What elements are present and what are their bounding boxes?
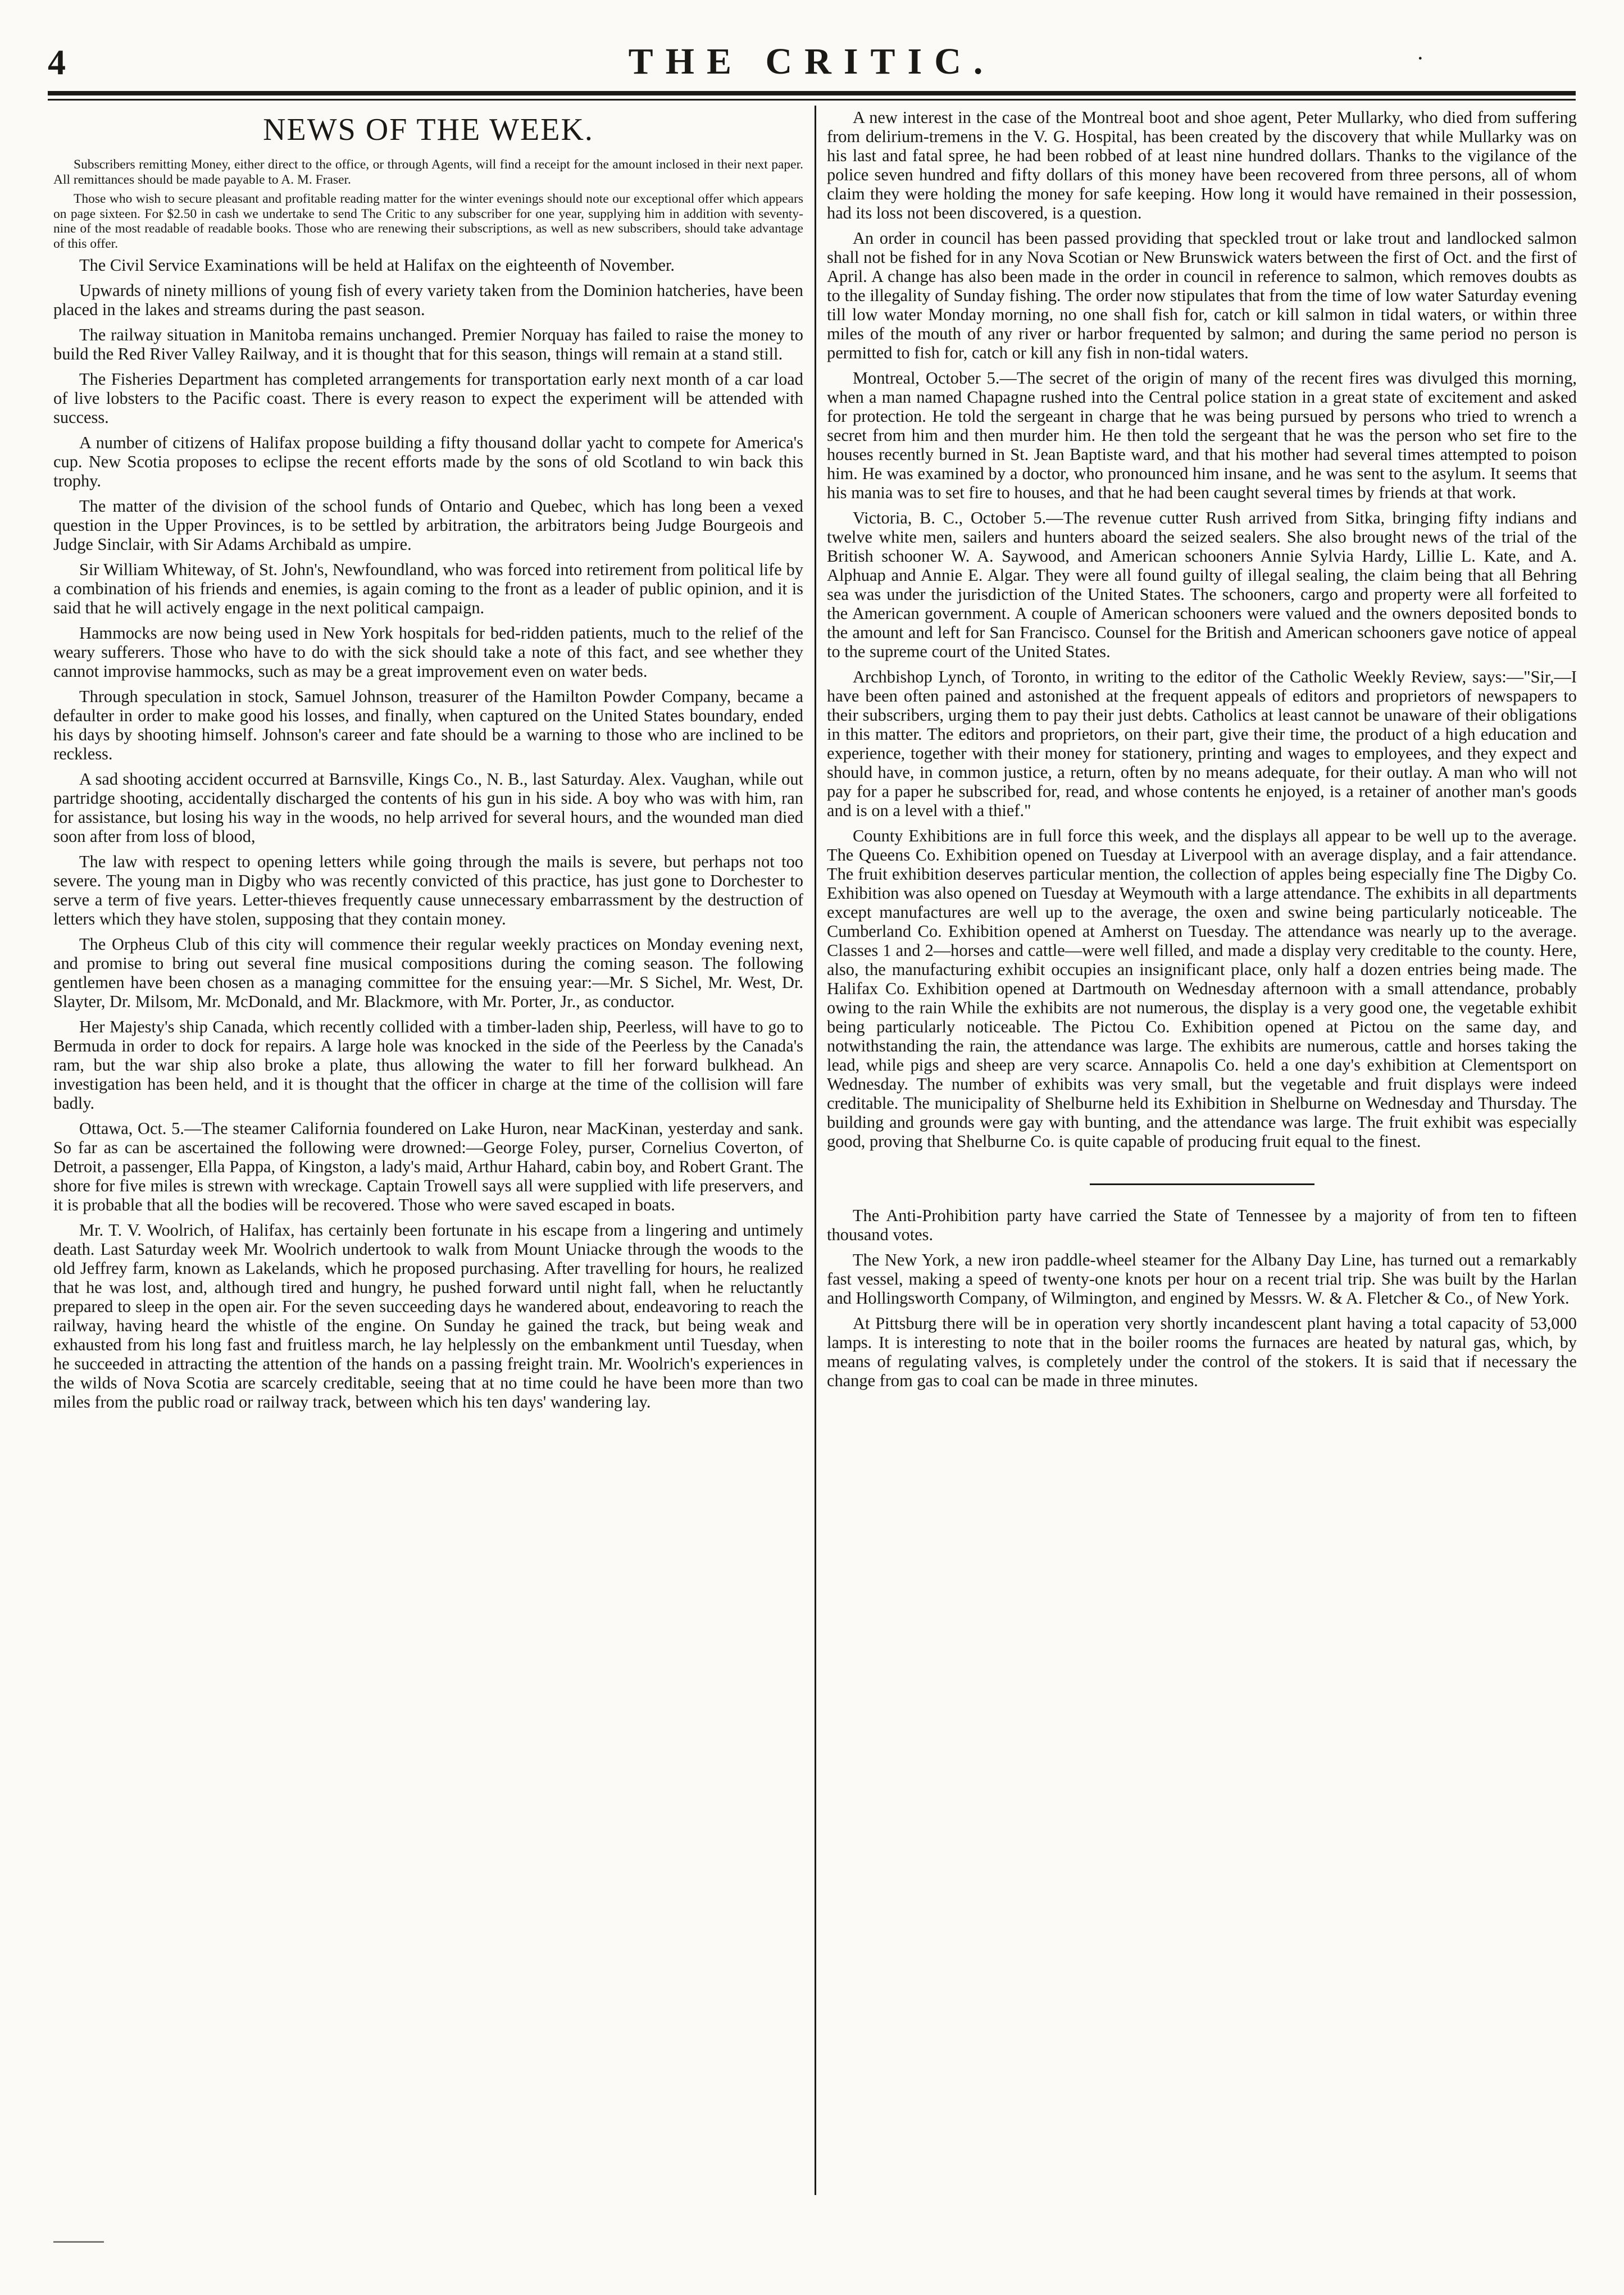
news-item: Montreal, October 5.—The secret of the origin of many of the recent fires was divulged this morning, when a man named Chapagne rushed into the Central police station in a great state of excitement and asked for protection. He told the sergeant in charge that he was being pursued by persons who tried to wrench a secret from him and then murder him. He then told the sergeant that he was the person who set fire to the houses recently burned in St. Jean Baptiste ward, and that his mother had several times attempted to poison him. He was examined by a doctor, who pronounced him insane, and he was sent to the asylum. It seems that his mania was to set fire to houses, and that he had been caught several times by friends at that work. bbox=[827, 368, 1577, 502]
page-header bbox=[48, 39, 1576, 90]
news-item: A number of citizens of Halifax propose building a fifty thousand dollar yacht to compete for America's cup. New Scotia proposes to eclipse the recent efforts made by the sons of old Scotland to win back this trophy. bbox=[53, 433, 803, 490]
news-item: Her Majesty's ship Canada, which recently collided with a timber-laden ship, Peerless, will have to go to Bermuda in order to dock for repairs. A large hole was knocked in the side of the Peerless by the Canada's ram, but the war ship also broke a plate, thus allowing the water to fill her forward bulkhead. An investigation has been held, and it is thought that the officer in charge at the time of the collision will fare badly. bbox=[53, 1017, 803, 1113]
news-item: Upwards of ninety millions of young fish of every variety taken from the Dominion hatcheries, have been placed in the lakes and streams during the past season. bbox=[53, 281, 803, 319]
news-item: The Anti-Prohibition party have carried the State of Tennessee by a majority of from ten to fifteen thousand votes. bbox=[827, 1206, 1577, 1244]
subscriber-notice: Subscribers remitting Money, either direct to the office, or through Agents, will find a receipt for the amount inclosed in their next paper. All remittances should be made payable to A. M. Fraser. bbox=[53, 157, 803, 187]
footer-mark bbox=[53, 2241, 104, 2243]
news-item: The railway situation in Manitoba remains unchanged. Premier Norquay has failed to raise the money to build the Red River Valley Railway, and it is thought that for this season, things will remain at a stand still. bbox=[53, 325, 803, 363]
news-item: The law with respect to opening letters while going through the mails is severe, but perhaps not too severe. The young man in Digby who was recently convicted of this practice, has just gone to Dorchester to serve a term of five years. Letter-thieves frequently cause unnecessary embarrassment by the destruction of letters which they have stolen, supposing that they contain money. bbox=[53, 852, 803, 928]
news-item: Mr. T. V. Woolrich, of Halifax, has certainly been fortunate in his escape from a lingering and untimely death. Last Saturday week Mr. Woolrich undertook to walk from Mount Uniacke through the woods to the old Jeffrey farm, known as Lakelands, which he proposed purchasing. After travelling for hours, he realized that he was lost, and, although tired and hungry, he pushed forward until night fall, when he reluctantly prepared to sleep in the open air. For the seven succeeding days he wandered about, endeavoring to reach the railway, having heard the whistle of the engine. On Sunday he gained the track, but being weak and exhausted from his long fast and fruitless march, he lay helplessly on the embankment until Tuesday, when he succeeded in attracting the attention of the hands on a passing freight train. Mr. Woolrich's experiences in the wilds of Nova Scotia are scarcely creditable, seeing that at no time could he have been more than two miles from the public road or railway track, between which his ten days' wandering lay. bbox=[53, 1221, 803, 1411]
news-item: Sir William Whiteway, of St. John's, Newfoundland, who was forced into retirement from political life by a combination of his friends and enemies, is again coming to the front as a leader of public opinion, and it is said that he will actively engage in the next political campaign. bbox=[53, 560, 803, 617]
news-item: The Orpheus Club of this city will commence their regular weekly practices on Monday evening next, and promise to bring out several fine musical compositions during the coming season. The following gentlemen have been chosen as a managing committee for the ensuing year:—Mr. S Sichel, Mr. West, Dr. Slayter, Dr. Milsom, Mr. McDonald, and Mr. Blackmore, with Mr. Porter, Jr., as conductor. bbox=[53, 935, 803, 1011]
offer-notice: Those who wish to secure pleasant and profitable reading matter for the winter evenings should note our exceptional offer which appears on page sixteen. For $2.50 in cash we undertake to send The Critic to any subscriber for one year, supplying him in addition with seventy-nine of the most readable of readable books. Those who are renewing their subscriptions, as well as new subscribers, should take advantage of this offer. bbox=[53, 192, 803, 251]
left-column bbox=[53, 108, 803, 2197]
right-column bbox=[827, 108, 1577, 2197]
column-divider bbox=[815, 106, 816, 2195]
news-item: The New York, a new iron paddle-wheel steamer for the Albany Day Line, has turned out a remarkably fast vessel, making a speed of twenty-one knots per hour on a recent trial trip. She was built by the Harlan and Hollingsworth Company, of Wilmington, and engined by Messrs. W. & A. Fletcher & Co., of New York. bbox=[827, 1250, 1577, 1308]
corner-mark: · bbox=[1416, 45, 1424, 71]
right-news-items-lower bbox=[827, 1206, 1577, 1390]
news-item: Victoria, B. C., October 5.—The revenue cutter Rush arrived from Sitka, bringing fifty indians and twelve white men, sailers and hunters aboard the seized sealers. She also brought news of the trial of the British schooner W. A. Saywood, and American schooners Annie Sylvia Hardy, Lillie L. Kate, and A. Alphuap and Annie E. Algar. They were all found guilty of illegal sealing, the claim being that all Behring sea was under the jurisdiction of the United States. The schooners, cargo and property were all forfeited to the American government. A couple of American schooners were valued and the owners deposited bonds to the amount and left for San Francisco. Counsel for the British and American schooners gave notice of appeal to the supreme court of the United States. bbox=[827, 508, 1577, 661]
left-news-items bbox=[53, 256, 803, 1411]
news-item: Archbishop Lynch, of Toronto, in writing to the editor of the Catholic Weekly Review, says:—"Sir,—I have been often pained and astonished at the frequent appeals of editors and proprietors of newspapers to their subscribers, urging them to pay their just debts. Catholics at least cannot be unaware of their obligations in this matter. The editors and proprietors, on their part, give their time, the product of a high education and experience, together with their money for stationery, printing and wages to employees, and they expect and should have, in common justice, a return, often by no means adequate, for their outlay. A man who will not pay for a paper he subscribed for, read, and whose contents he enjoyed, is a retainer of another man's goods and is on a level with a thief." bbox=[827, 667, 1577, 820]
news-item: County Exhibitions are in full force this week, and the displays all appear to be well up to the average. The Queens Co. Exhibition opened on Tuesday at Liverpool with an average display, and a fair attendance. The fruit exhibition deserves particular mention, the collection of apples being especially fine The Digby Co. Exhibition was also opened on Tuesday at Weymouth with a large attendance. The exhibits in all departments except manufactures are well up to the average, the oxen and swine being particularly noticeable. The Cumberland Co. Exhibition opened at Amherst on Tuesday. The attendance was nearly up to the average. Classes 1 and 2—horses and cattle—were well filled, and made a display very creditable to the county. Here, also, the manufacturing exhibit occupies an insignificant place, only half a dozen entries being made. The Halifax Co. Exhibition opened at Dartmouth on Wednesday afternoon with a small attendance, probably owing to the rain While the exhibits are not numerous, the display is a very good one, the vegetable exhibit being particularly noticeable. The Pictou Co. Exhibition opened at Pictou on the same day, and notwithstanding the rain, the attendance was large. The exhibits are numerous, cattle and horses taking the lead, while pigs and sheep are very scarce. Annapolis Co. held a one day's exhibition at Clementsport on Wednesday. The number of exhibits was very small, but the vegetable and fruit displays were indeed creditable. The municipality of Shelburne held its Exhibition in Shelburne on Wednesday and Thursday. The building and grounds were gay with bunting, and the attendance was large. The fruit exhibit was especially good, proving that Shelburne Co. is quite capable of producing fruit equal to the finest. bbox=[827, 826, 1577, 1151]
section-title: NEWS OF THE WEEK. bbox=[263, 112, 594, 147]
news-item: The Civil Service Examinations will be held at Halifax on the eighteenth of November. bbox=[79, 256, 675, 275]
news-item: The matter of the division of the school funds of Ontario and Quebec, which has long been a vexed question in the Upper Provinces, is to be settled by arbitration, the arbitrators being Judge Bourgeois and Judge Sinclair, with Sir Adams Archibald as umpire. bbox=[53, 497, 803, 554]
page-number: 4 bbox=[48, 42, 66, 82]
news-item: An order in council has been passed providing that speckled trout or lake trout and landlocked salmon shall not be fished for in any Nova Scotian or New Brunswick waters between the first of Oct. and the first of April. A change has also been made in the order in council in reference to salmon, which removes doubts as to the illegality of Sunday fishing. The order now stipulates that from the time of low water Saturday evening till low water Monday morning, no one shall fish for, catch or kill salmon in tidal waters, or within three miles of the mouth of any river or harbor frequented by salmon; and during the same period no person is permitted to fish for, catch or kill any fish in non-tidal waters. bbox=[827, 229, 1577, 362]
news-item: At Pittsburg there will be in operation very shortly incandescent plant having a total capacity of 53,000 lamps. It is interesting to note that in the boiler rooms the furnaces are heated by natural gas, which, by means of regulating valves, is completely under the control of the stokers. It is said that if necessary the change from gas to coal can be made in three minutes. bbox=[827, 1314, 1577, 1390]
header-rule-thick bbox=[48, 91, 1576, 95]
right-news-items bbox=[827, 108, 1577, 1151]
news-item: A new interest in the case of the Montreal boot and shoe agent, Peter Mullarky, who died from suffering from delirium-tremens in the V. G. Hospital, has been created by the discovery that while Mullarky was on his last and fatal spree, he had been robbed of at least nine hundred dollars. Thanks to the vigilance of the police seven hundred and fifty dollars of this money have been recovered from three persons, all of whom claim they were holding the money for safe keeping. How long it would have remained in their possession, had its loss not been discovered, is a question. bbox=[827, 108, 1577, 222]
news-item: Through speculation in stock, Samuel Johnson, treasurer of the Hamilton Powder Company, became a defaulter in order to make good his losses, and finally, when captured on the United States boundary, ended his days by shooting himself. Johnson's career and fate should be a warning to those who are inclined to be reckless. bbox=[53, 687, 803, 763]
news-item: A sad shooting accident occurred at Barnsville, Kings Co., N. B., last Saturday. Alex. Vaughan, while out partridge shooting, accidentally discharged the contents of his gun in his side. A boy who was with him, ran for assistance, but losing his way in the woods, no help arrived for several hours, and the wounded man died soon after from loss of blood, bbox=[53, 769, 803, 846]
news-item: The Fisheries Department has completed arrangements for transportation early next month of a car load of live lobsters to the Pacific coast. There is every reason to expect the experiment will be attended with success. bbox=[53, 370, 803, 427]
news-item: Ottawa, Oct. 5.—The steamer California foundered on Lake Huron, near MacKinan, yesterday and sank. So far as can be ascertained the following were drowned:—George Foley, purser, Cornelius Coverton, of Detroit, a passenger, Ella Pappa, of Kingston, a lady's maid, Arthur Hahard, cabin boy, and Robert Grant. The shore for five miles is strewn with wreckage. Captain Trowell says all were supplied with life preservers, and it is probable that all the bodies will be recovered. Those who were saved escaped in boats. bbox=[53, 1119, 803, 1214]
section-separator bbox=[827, 1170, 1577, 1189]
masthead-title: THE CRITIC. bbox=[628, 41, 995, 82]
header-rule-thin bbox=[48, 99, 1576, 101]
news-item: Hammocks are now being used in New York hospitals for bed-ridden patients, much to the relief of the weary sufferers. Those who have to do with the sick should take a note of this fact, and see whether they cannot improvise hammocks, such as may be a great improvement even on water beds. bbox=[53, 623, 803, 681]
